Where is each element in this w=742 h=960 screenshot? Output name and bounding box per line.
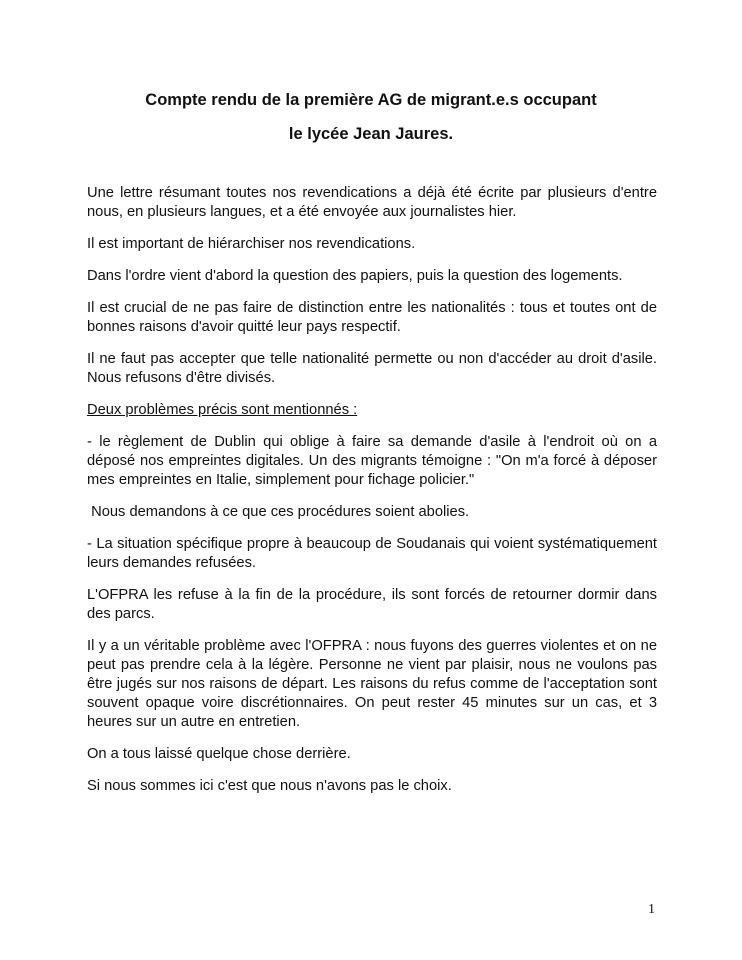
paragraph-abolish: Nous demandons à ce que ces procédures soient abolies. (87, 504, 470, 520)
paragraph-ofpra-refuse: L'OFPRA les refuse à la fin de la procédure, ils sont forcés de retourner dormir dans des parcs. (87, 587, 657, 622)
paragraph-asylum-right: Il ne faut pas accepter que telle nationalité permette ou non d'accéder au droit d'asile. Nous refusons d'être divisés. (87, 351, 657, 386)
paragraph-ofpra-problem: Il y a un véritable problème avec l'OFPRA : nous fuyons des guerres violentes et on ne peut pas prendre cela à la légère. Personne ne vient par plaisir, nous ne voulons pas être jugés sur nos raisons de départ. Les raisons du refus comme de l'acceptation sont souvent opaque voire discrétionnaires. On peut rester 45 minutes sur un cas, et 3 heures sur un autre en entretien. (87, 638, 657, 730)
paragraph-dublin: - le règlement de Dublin qui oblige à faire sa demande d'asile à l'endroit où on a déposé nos empreintes digitales. Un des migrants témoigne : "On m'a forcé à déposer mes empreintes en Italie, simplement pour fichage policier." (87, 434, 657, 488)
paragraph-left-behind: On a tous laissé quelque chose derrière. (87, 746, 351, 762)
section-heading-problems: Deux problèmes précis sont mentionnés : (87, 402, 358, 418)
paragraph-hierarchy: Il est important de hiérarchiser nos revendications. (87, 236, 416, 252)
paragraph-letter: Une lettre résumant toutes nos revendications a déjà été écrite par plusieurs d'entre nous, en plusieurs langues, et a été envoyée aux journalistes hier. (87, 185, 657, 220)
document-body (87, 184, 657, 809)
paragraph-nationalities: Il est crucial de ne pas faire de distinction entre les nationalités : tous et toutes ont de bonnes raisons d'avoir quitté leur pays respectif. (87, 300, 657, 335)
paragraph-no-choice: Si nous sommes ici c'est que nous n'avons pas le choix. (87, 778, 452, 794)
page-number: 1 (648, 902, 655, 917)
document-title-line-2: le lycée Jean Jaures. (288, 125, 454, 143)
paragraph-sudanese: - La situation spécifique propre à beaucoup de Soudanais qui voient systématiquement leurs demandes refusées. (87, 536, 657, 571)
paragraph-order: Dans l'ordre vient d'abord la question des papiers, puis la question des logements. (87, 268, 623, 284)
document-title-line-1: Compte rendu de la première AG de migrant.e.s occupant (145, 91, 597, 109)
